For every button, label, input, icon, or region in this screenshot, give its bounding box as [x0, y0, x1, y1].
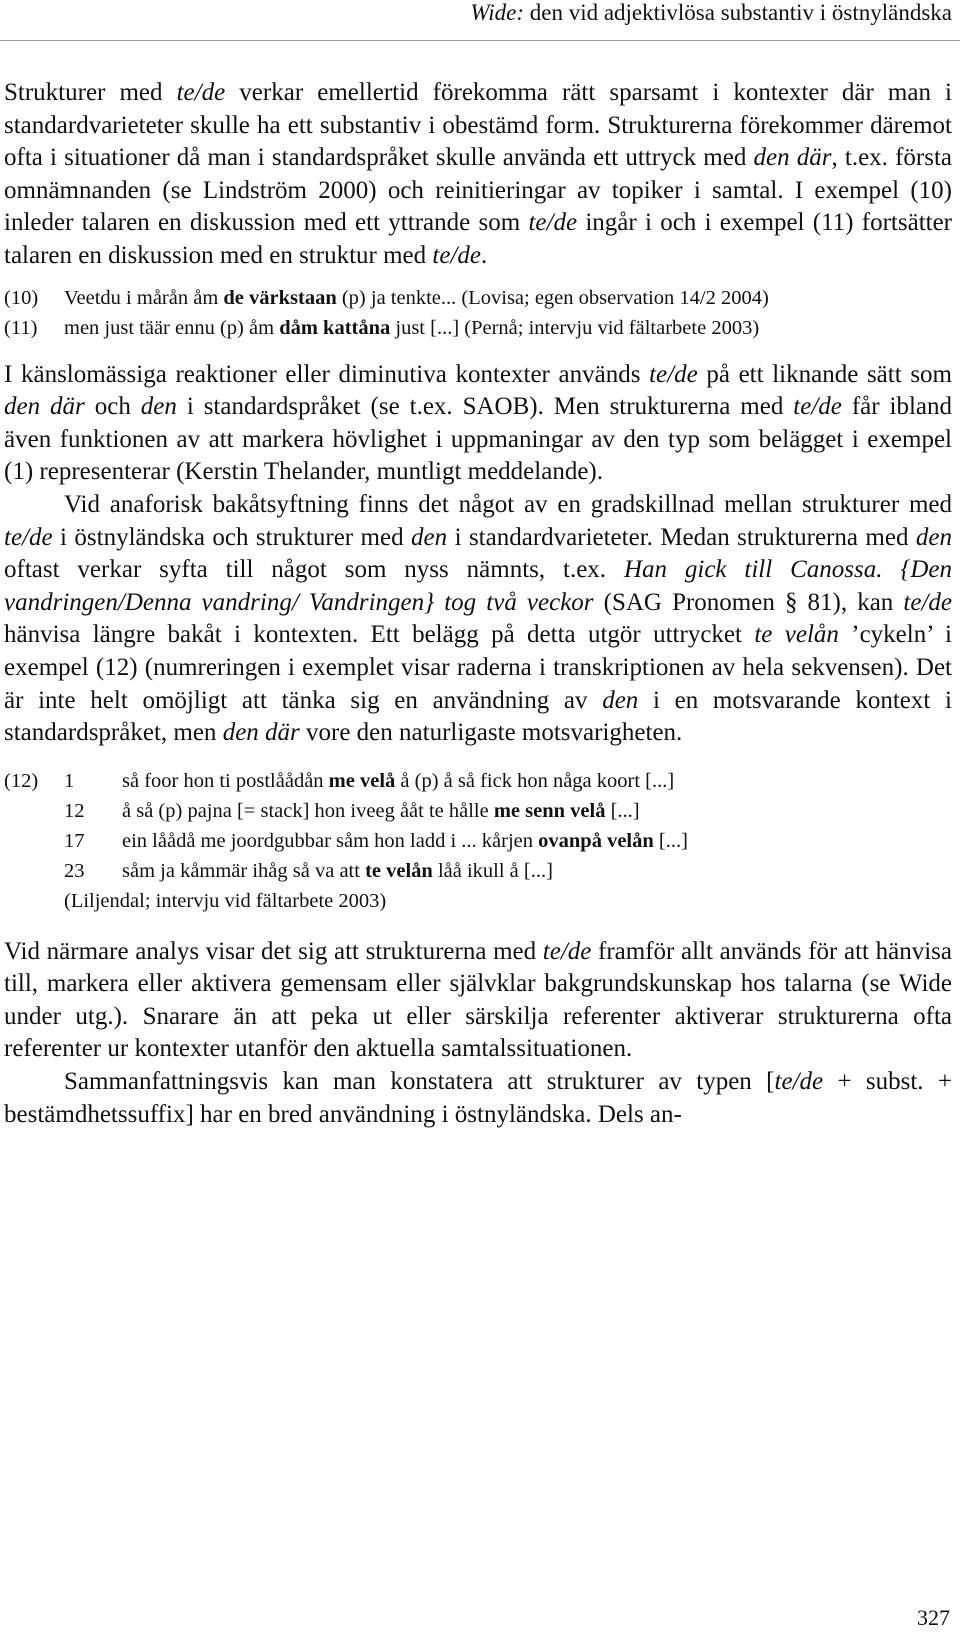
running-head-title: den vid adjektivlösa substantiv i östnyländska — [529, 0, 952, 25]
text-run: I känslomässiga reaktioner eller diminutiva kontexter används — [4, 360, 650, 388]
text-run: får ibland även funktionen av att markera hövlighet i uppmaningar av den typ som belägget i exempel (1) representerar (Kerstin Thelander, muntligt meddelande). — [4, 393, 953, 486]
text-run: Strukturer med — [4, 79, 177, 106]
italic-term: te/de — [432, 241, 481, 269]
italic-term: Han gick till Canossa. {Den vandringen/Denna vandring/ Vandringen} tog två veckor — [4, 556, 952, 616]
text-run: (p) ja tenkte... (Lovisa; egen observation 14/2 2004) — [336, 286, 769, 309]
text-run: i en motsvarande kontext i standardspråket, men — [4, 686, 952, 747]
example-11 — [4, 313, 952, 343]
text-run: men just täär ennu (p) åm — [64, 316, 280, 339]
example-10 — [4, 283, 952, 313]
example-12 — [4, 766, 952, 916]
transcript-row — [4, 796, 952, 826]
text-run: på ett liknande sätt som — [697, 360, 952, 388]
page-number: 327 — [917, 1605, 950, 1630]
text-run: Sammanfattningsvis kan man konstatera att strukturer av typen [ — [64, 1068, 775, 1096]
example-source: (Liljendal; intervju vid fältarbete 2003) — [64, 889, 387, 912]
italic-term: te/de — [4, 523, 53, 551]
page-header — [0, 0, 960, 41]
example-number: (12) — [4, 769, 39, 792]
italic-term: te/de — [793, 393, 842, 421]
transcript-text — [122, 856, 952, 886]
italic-term: te/de — [528, 209, 578, 237]
italic-term: den — [915, 523, 952, 551]
line-number: 12 — [64, 799, 85, 822]
text-run: verkar emellertid förekomma rätt sparsamt i kontexter där man i standardvarieteter skulle ha ett substantiv i obestämd form. Strukturerna förekommer däremot ofta i situationer då man i standardspråket skulle använda ett uttryck med — [4, 79, 952, 172]
italic-term: den där — [4, 393, 85, 421]
example-text — [64, 283, 952, 313]
bold-phrase: me velå — [328, 769, 396, 792]
bold-phrase: te velån — [365, 859, 433, 882]
italic-term: te velån — [754, 621, 839, 649]
example-text — [64, 313, 952, 343]
bold-phrase: de värkstaan — [223, 286, 337, 309]
text-run: å (p) å så fick hon någa koort [...] — [395, 769, 675, 792]
running-head — [470, 0, 952, 26]
running-head-author: Wide: — [470, 0, 524, 25]
example-number: (11) — [4, 316, 38, 339]
text-run: i östnyländska och strukturer med — [52, 523, 412, 551]
italic-term: te/de — [176, 79, 226, 106]
text-run: i standardvarieteter. Medan strukturerna med — [447, 523, 916, 551]
text-run: framför allt används för att hänvisa till, markera eller aktivera gemensam eller självklar bakgrundskunskap hos talarna (se Wide under utg.). Snarare än att peka ut eller särskilja referenter aktiverar strukturerna ofta referenter ur kontexter utanför den aktuella samtalssituationen. — [4, 937, 953, 1063]
transcript-row — [4, 826, 952, 856]
example-number: (10) — [4, 286, 39, 309]
text-run: Vid närmare analys visar det sig att strukturerna med — [4, 937, 543, 965]
text-run: + subst. + bestämdhetssuffix] har en bred användning i östnyländska. Dels an- — [4, 1068, 953, 1128]
bold-phrase: dåm kattåna — [279, 316, 391, 339]
text-run: (SAG Pronomen § 81), kan — [593, 588, 904, 616]
text-run: såm ja kåmmär ihåg så va att — [122, 859, 366, 882]
transcript-text — [122, 796, 952, 826]
text-run: ingår i och i exempel (11) fortsätter talaren en diskussion med en struktur med — [4, 209, 953, 269]
italic-term: te/de — [649, 360, 698, 388]
paragraph-3 — [4, 489, 952, 750]
paragraph-2 — [4, 359, 952, 489]
text-run: [...] — [605, 799, 640, 822]
text-run: oftast verkar syfta till något som nyss nämnts, t.ex. — [4, 556, 624, 584]
italic-term: den — [140, 393, 177, 421]
italic-term: te/de — [774, 1068, 824, 1096]
text-run: i standardspråket (se t.ex. SAOB). Men strukturerna med — [176, 393, 794, 421]
transcript-row — [4, 766, 952, 796]
text-run: och — [84, 393, 141, 421]
text-run: hänvisa längre bakåt i kontexten. Ett belägg på detta utgör uttrycket — [4, 621, 755, 649]
paragraph-1 — [4, 77, 952, 273]
text-run: . — [480, 241, 488, 269]
transcript-text — [122, 826, 952, 856]
transcript-text — [122, 766, 952, 796]
italic-term: den där — [753, 144, 832, 172]
paragraph-5 — [4, 1066, 952, 1131]
text-run: låå ikull å [...] — [432, 859, 553, 882]
italic-term: den — [602, 686, 639, 714]
text-run: vore den naturligaste motsvarigheten. — [299, 719, 683, 747]
text-run: å så (p) pajna [= stack] hon iveeg ååt te hålle — [122, 799, 494, 822]
italic-term: te/de — [903, 588, 952, 616]
text-run: , t.ex. första omnämnanden (se Lindström 2000) och reinitieringar av topiker i samtal. I exempel (10) inleder talaren en diskussion med ett yttrande som — [4, 144, 953, 237]
paragraph-4 — [4, 936, 952, 1066]
examples-10-11 — [4, 283, 952, 343]
bold-phrase: me senn velå — [493, 799, 606, 822]
transcript-row — [4, 856, 952, 886]
text-run: [...] — [653, 829, 688, 852]
line-number: 17 — [64, 829, 85, 852]
italic-term: den — [411, 523, 448, 551]
text-run: Vid anaforisk bakåtsyftning finns det något av en gradskillnad mellan strukturer med — [64, 490, 952, 518]
line-number: 23 — [64, 859, 85, 882]
text-run: ’cykeln’ i exempel (12) (numreringen i exemplet visar raderna i transkriptionen av hela sekvensen). Det är inte helt omöjligt att tänka sig en användning av — [4, 621, 952, 714]
italic-term: te/de — [542, 937, 592, 965]
text-run: just [...] (Pernå; intervju vid fältarbete 2003) — [390, 316, 760, 339]
italic-term: den där — [222, 719, 300, 747]
text-run: Veetdu i mårån åm — [64, 286, 224, 309]
line-number: 1 — [64, 769, 75, 792]
text-run: ein låådå me joordgubbar såm hon ladd i ... kårjen — [122, 829, 539, 852]
bold-phrase: ovanpå velån — [538, 829, 654, 852]
text-run: så foor hon ti postlåådån — [122, 769, 329, 792]
page-body — [4, 77, 952, 1131]
